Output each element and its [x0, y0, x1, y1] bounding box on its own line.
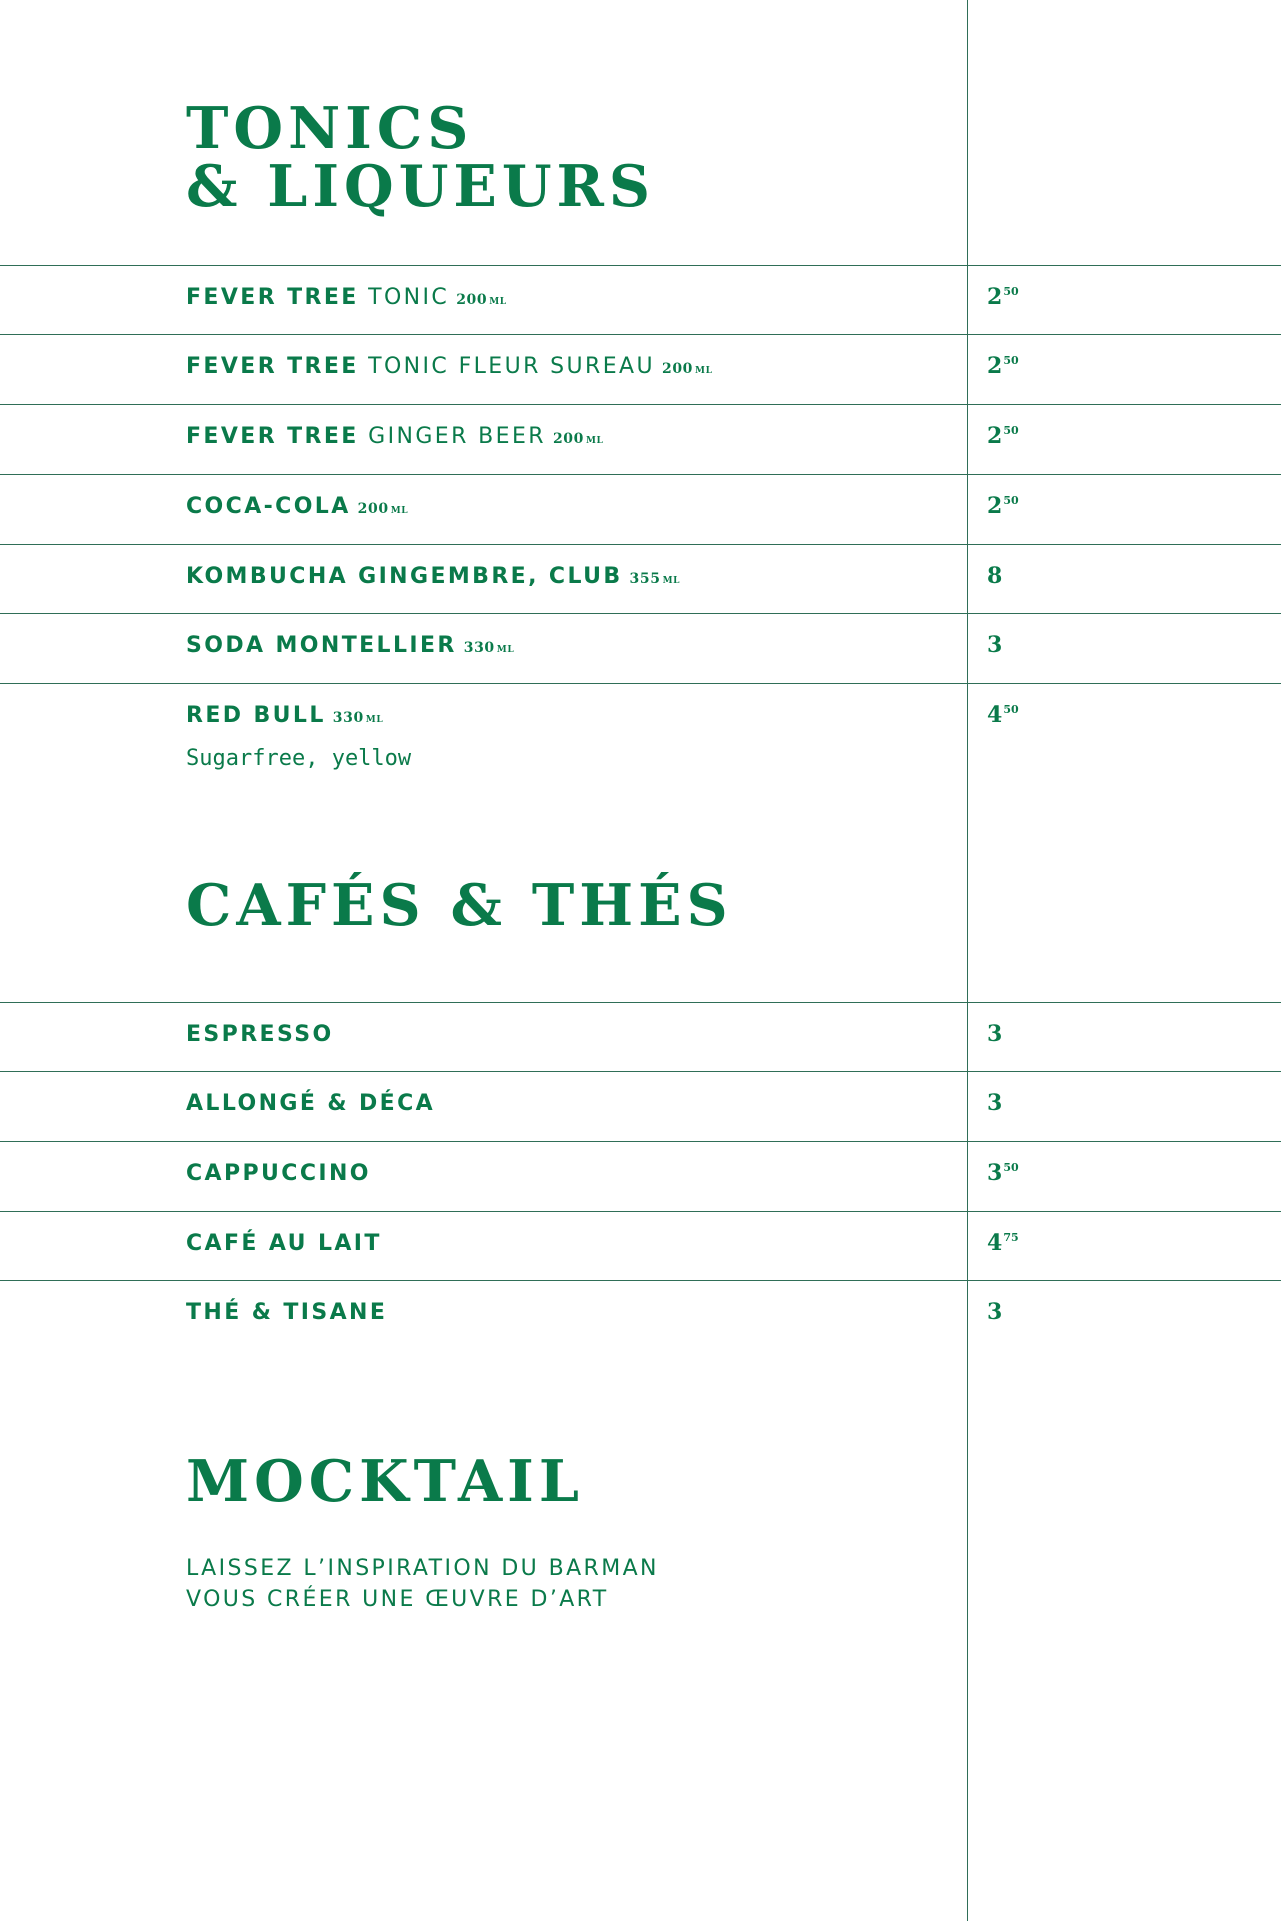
item-price: $2^{50}$ [987, 493, 1019, 519]
cafes-title: CAFÉS & THÉS [186, 872, 733, 939]
item-name: CAPPUCCINO [186, 1161, 371, 1186]
tonics-title-line-1: TONICS [186, 95, 474, 162]
item-name [186, 564, 680, 594]
menu-item [0, 404, 1281, 474]
item-price: $4^{50}$ [987, 702, 1019, 728]
item-volume: 330 ML [463, 640, 515, 656]
menu-item [0, 1211, 1281, 1281]
item-brand: KOMBUCHA GINGEMBRE, CLUB [186, 564, 623, 589]
mocktail-title: MOCKTAIL [186, 1448, 584, 1515]
item-brand: RED BULL [186, 703, 326, 728]
item-product: GINGER BEER [368, 424, 546, 449]
item-note: Sugarfree, yellow [186, 746, 412, 771]
item-price: 8 [987, 563, 1003, 589]
mocktail-description-line-2: VOUS CRÉER UNE ŒUVRE D’ART [186, 1587, 609, 1612]
item-price: $2^{50}$ [987, 284, 1019, 310]
menu-item [0, 1071, 1281, 1141]
item-price: $3^{50}$ [987, 1160, 1019, 1186]
item-price: 3 [987, 1021, 1003, 1047]
item-name [186, 494, 408, 524]
tonics-title [186, 95, 656, 221]
item-brand: SODA MONTELLIER [186, 633, 457, 658]
item-name [186, 633, 514, 663]
item-brand: FEVER TREE [186, 285, 359, 310]
item-price: 3 [987, 632, 1003, 658]
item-volume: 355 ML [629, 571, 681, 587]
menu-item [0, 613, 1281, 683]
menu-item [0, 1141, 1281, 1211]
item-price: 3 [987, 1090, 1003, 1116]
item-brand: COCA-COLA [186, 494, 351, 519]
menu-item [0, 474, 1281, 544]
item-price: $4^{75}$ [987, 1230, 1019, 1256]
mocktail-description-line-1: LAISSEZ L’INSPIRATION DU BARMAN [186, 1556, 659, 1581]
item-name: ESPRESSO [186, 1022, 334, 1047]
item-volume: 200 ML [456, 292, 507, 308]
item-brand: FEVER TREE [186, 354, 359, 379]
item-name [186, 424, 603, 454]
menu-item [0, 1280, 1281, 1350]
item-volume: 330 ML [332, 710, 384, 726]
item-name [186, 703, 383, 733]
menu-item [0, 683, 1281, 793]
item-name [186, 354, 713, 384]
item-brand: FEVER TREE [186, 424, 359, 449]
item-name: CAFÉ AU LAIT [186, 1231, 382, 1256]
item-price: 3 [987, 1299, 1003, 1325]
item-volume: 200 ML [552, 431, 604, 447]
item-product: TONIC FLEUR SUREAU [368, 354, 655, 379]
menu-item [0, 1002, 1281, 1072]
item-price: $2^{50}$ [987, 423, 1019, 449]
item-volume: 200 ML [661, 361, 713, 377]
menu-item [0, 265, 1281, 335]
menu-item [0, 544, 1281, 614]
item-price: $2^{50}$ [987, 353, 1019, 379]
item-name [186, 285, 507, 315]
item-product: TONIC [368, 285, 450, 310]
mocktail-description [186, 1553, 659, 1615]
item-name: THÉ & TISANE [186, 1300, 388, 1325]
tonics-title-line-2: & LIQUEURS [186, 153, 656, 221]
item-name: ALLONGÉ & DÉCA [186, 1091, 436, 1116]
item-volume: 200 ML [357, 501, 409, 517]
menu-item [0, 334, 1281, 404]
